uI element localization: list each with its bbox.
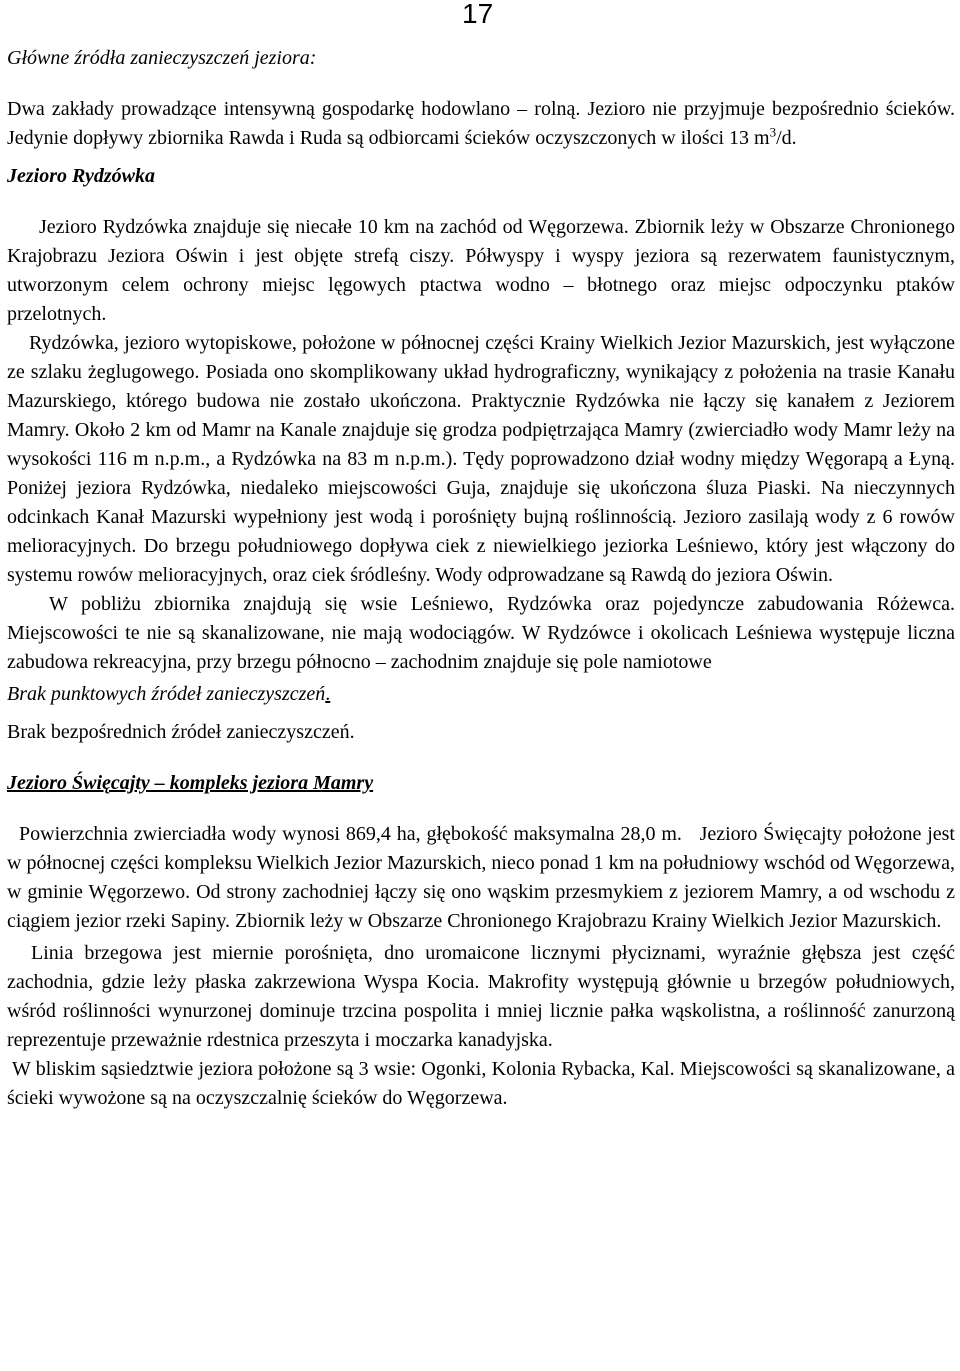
rydzowka-paragraph-1: Jezioro Rydzówka znajduje się niecałe 10 km na zachód od Węgorzewa. Zbiornik leży w Obszarze Chronionego Krajobrazu Jeziora Oświn i jest objęte strefą ciszy. Półwyspy i wyspy jeziora są rezerwatem faunistycznym, utworzonym celem ochrony miejsc lęgowych ptactwa wodno – błotnego oraz miejsc odpoczynku ptaków przelotnych. — [7, 216, 955, 325]
no-point-sources-dot: . — [325, 683, 331, 705]
sources-paragraph — [7, 95, 955, 153]
swiecajty-paragraph-2: Linia brzegowa jest miernie porośnięta, dno uromaicone licznymi płyciznami, wyraźnie głębsza jest część zachodnia, gdzie leży płaska zakrzewiona Wyspa Kocia. Makrofity występują głównie u brzegów południowych, wśród roślinności wynurzonej dominuje trzcina pospolita i mniej licznie pałka wąskolistna, a roślinność zanurzoną reprezentuje przeważnie rdestnica przeszyta i moczarka kanadyjska. — [7, 942, 955, 1051]
swiecajty-paragraph-3: W bliskim sąsiedztwie jeziora położone są 3 wsie: Ogonki, Kolonia Rybacka, Kal. Miejscowości są skanalizowane, a ścieki wywożone są na oczyszczalnię ścieków do Węgorzewa. — [7, 1058, 955, 1109]
no-direct-sources: Brak bezpośrednich źródeł zanieczyszczeń. — [7, 721, 355, 743]
section-heading-rydzowka: Jezioro Rydzówka — [7, 165, 155, 187]
rydzowka-paragraph-2: Rydzówka, jezioro wytopiskowe, położone w północnej części Krainy Wielkich Jezior Mazurskich, jest wyłączone ze szlaku żeglugowego. Posiada ono skomplikowany układ hydrograficzny, wynikający z położenia na trasie Kanału Mazurskiego, którego budowa nie zostało ukończona. Praktycznie Rydzówka nie łączy się kanałem z Jeziorem Mamry. Około 2 km od Mamr na Kanale znajduje się grodza podpiętrzająca Mamry (zwierciadło wody Mamr leży na wysokości 116 m n.p.m., a Rydzówka na 83 m n.p.m.). Tędy poprowadzono dział wodny między Węgorapą a Łyną. Poniżej jeziora Rydzówka, niedaleko miejscowości Guja, znajduje się ukończona śluza Piaski. Na nieczynnych odcinkach Kanał Mazurski wypełniony jest wodą i porośnięty bujną roślinnością. Jezioro zasilają wody z 6 rowów melioracyjnych. Do brzegu południowego dopływa ciek z niewielkiego jeziorka Leśniewo, który jest włączony do systemu rowów melioracyjnych, oraz ciek śródleśny. Wody odprowadzane są Rawdą do jeziora Oświn. — [7, 332, 955, 586]
no-point-sources-line — [7, 680, 955, 709]
section-heading-swiecajty: Jezioro Święcajty – kompleks jeziora Mamry — [7, 772, 374, 794]
sources-text: Dwa zakłady prowadzące intensywną gospodarkę hodowlano – rolną. Jezioro nie przyjmuje bezpośrednio ścieków. Jedynie dopływy zbiornika Rawda i Ruda są odbiorcami ścieków oczyszczonych w ilości 13 m — [7, 98, 955, 149]
sources-tail: /d. — [776, 127, 797, 149]
page-content — [7, 44, 960, 1113]
no-point-sources: Brak punktowych źródeł zanieczyszczeń — [7, 683, 326, 705]
sources-heading: Główne źródła zanieczyszczeń jeziora: — [7, 47, 317, 69]
unit-superscript: 3 — [769, 124, 777, 140]
page-number: 17 — [462, 0, 494, 29]
rydzowka-paragraph-3: W pobliżu zbiornika znajdują się wsie Leśniewo, Rydzówka oraz pojedyncze zabudowania Różewca. Miejscowości te nie są skanalizowane, nie mają wodociągów. W Rydzówce i okolicach Leśniewa występuje liczna zabudowa rekreacyjna, przy brzegu północno – zachodnim znajduje się pole namiotowe — [7, 593, 955, 673]
swiecajty-paragraph-1: Powierzchnia zwierciadła wody wynosi 869,4 ha, głębokość maksymalna 28,0 m. Jezioro Święcajty położone jest w północnej części kompleksu Wielkich Jezior Mazurskich, nieco ponad 1 km na południowy wschód od Węgorzewa, w gminie Węgorzewo. Od strony zachodniej łączy się ono wąskim przesmykiem z jeziorem Mamry, a od wschodu z ciągiem jezior rzeki Sapiny. Zbiornik leży w Obszarze Chronionego Krajobrazu Krainy Wielkich Jezior Mazurskich. — [7, 823, 960, 932]
